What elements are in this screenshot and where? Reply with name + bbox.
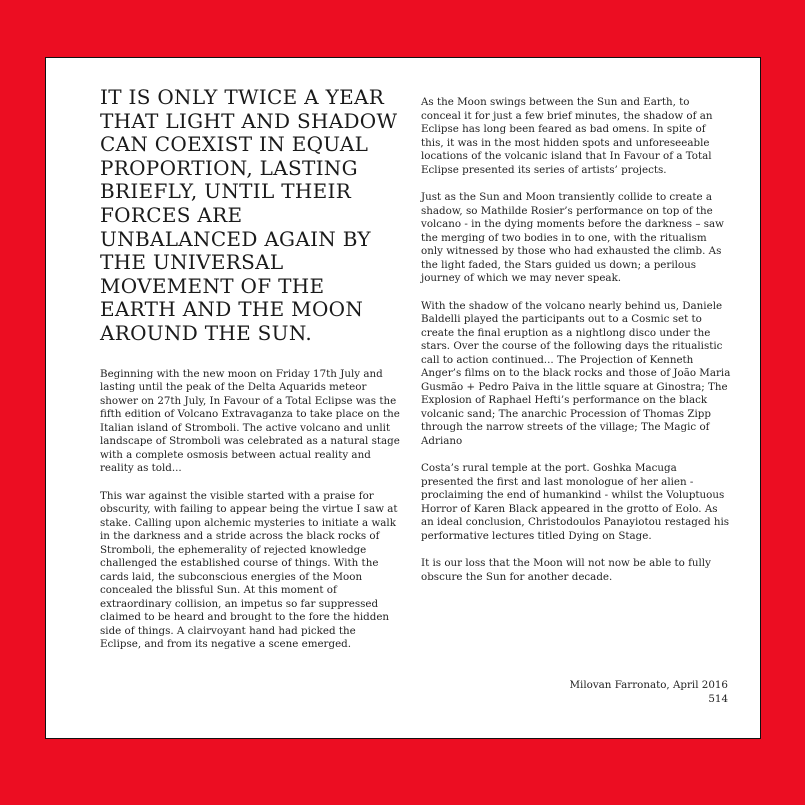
- body-paragraph: This war against the visible started with a praise for obscurity, with failing to appear being the virtue I saw at stake. Calling upon alchemic mysteries to initiate a walk in the darkness and a stride across the black rocks of Stromboli, the ephemerality of rejected knowledge challenged the established course of things. With the cards laid, the subconscious energies of the Moon concealed the blissful Sun. At this moment of extraordinary collision, an impetus so far suppressed claimed to be heard and brought to the fore the hidden side of things. A clairvoyant hand had picked the Eclipse, and from its negative a scene emerged.: [100, 489, 398, 651]
- body-paragraph: As the Moon swings between the Sun and Earth, to conceal it for just a few brief minutes, the shadow of an Eclipse has long been feared as bad omens. In spite of this, it was in the most hidden spots and unforeseeable locations of the volcanic island that In Favour of a Total Eclipse presented its series of artists’ projects.: [421, 96, 713, 176]
- body-paragraph: With the shadow of the volcano nearly behind us, Daniele Baldelli played the participants out to a Cosmic set to create the final eruption as a nightlong disco under the stars. Over the course of the following days the ritualistic call to action continued... The Projection of Kenneth Anger’s films on to the black rocks and those of João Maria Gusmão + Pedro Paiva in the little square at Ginostra; The Explosion of Raphael Hefti’s performance on the black volcanic sand; The anarchic Procession of Thomas Zipp through the narrow streets of the village; The Magic of Adriano: [421, 299, 731, 447]
- signature-block: [570, 678, 729, 706]
- headline: IT IS ONLY TWICE A YEAR THAT LIGHT AND SHADOW CAN COEXIST IN EQUAL PROPORTION, LASTING BRIEFLY, UNTIL THEIR FORCES ARE UNBALANCED AGAIN BY THE UNIVERSAL MOVEMENT OF THE EARTH AND THE MOON AROUND THE SUN.: [100, 85, 398, 345]
- body-paragraph: Beginning with the new moon on Friday 17th July and lasting until the peak of the Delta Aquarids meteor shower on 27th July, In Favour of a Total Eclipse was the fifth edition of Volcano Extravaganza to take place on the Italian island of Stromboli. The active volcano and unlit landscape of Stromboli was celebrated as a natural stage with a complete osmosis between actual reality and reality as told...: [100, 367, 400, 475]
- right-column: [421, 96, 731, 598]
- page-number: 514: [708, 693, 728, 705]
- author-signature: Milovan Farronato, April 2016: [569, 679, 728, 691]
- body-paragraph: Costa’s rural temple at the port. Goshka Macuga presented the first and last monologue of her alien - proclaiming the end of humankind - whilst the Voluptuous Horror of Karen Black appeared in the grotto of Eolo. As an ideal conclusion, Christodoulos Panayiotou restaged his performative lectures titled Dying on Stage.: [421, 462, 730, 542]
- body-paragraph: It is our loss that the Moon will not now be able to fully obscure the Sun for another decade.: [421, 557, 711, 583]
- body-paragraph: Just as the Sun and Moon transiently collide to create a shadow, so Mathilde Rosier’s performance on top of the volcano - in the dying moments before the darkness – saw the merging of two bodies in to one, with the ritualism only witnessed by those who had exhausted the climb. As the light faded, the Stars guided us down; a perilous journey of which we may never speak.: [421, 191, 724, 284]
- document-page: [45, 57, 761, 739]
- left-column: [100, 86, 400, 666]
